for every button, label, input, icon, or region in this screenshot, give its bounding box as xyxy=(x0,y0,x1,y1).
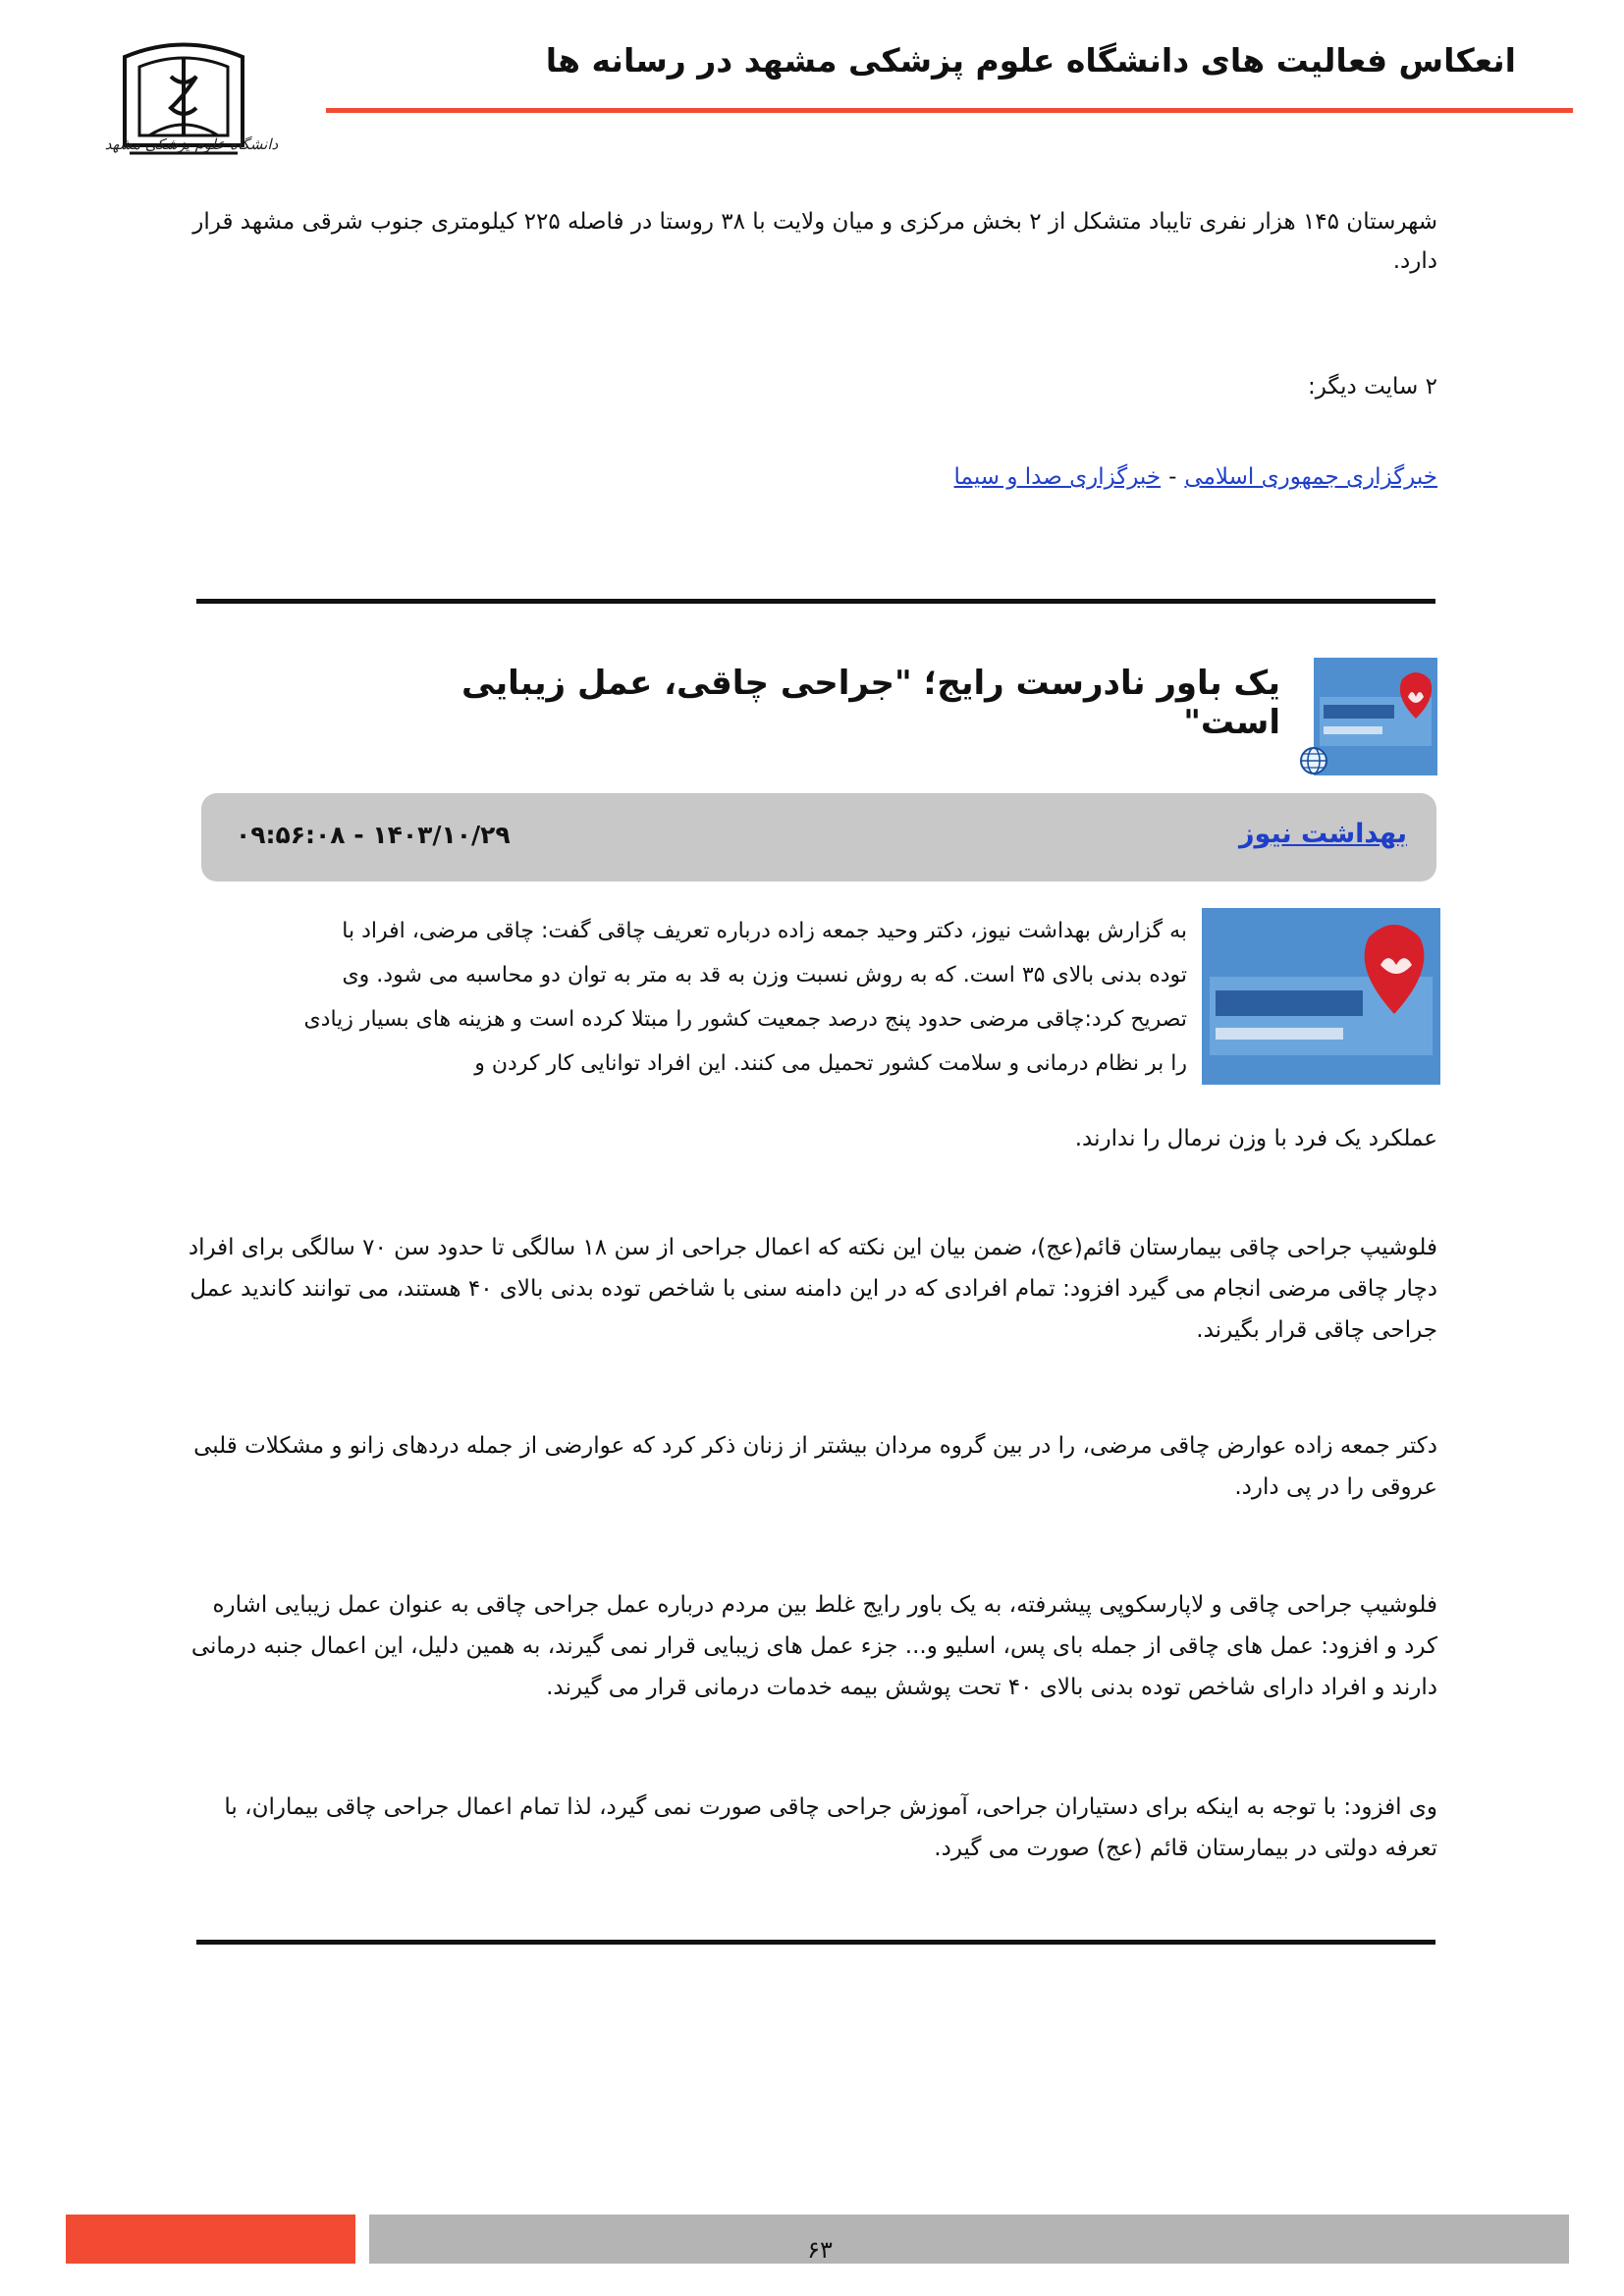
section-divider-top xyxy=(196,599,1435,604)
logo-caption: دانشگاه علوم پزشکی مشهد xyxy=(104,135,279,153)
footer-accent-bar xyxy=(66,2215,355,2264)
other-sites-label: ۲ سایت دیگر: xyxy=(1307,374,1437,400)
article-paragraph-2: فلوشیپ جراحی چاقی بیمارستان قائم(عج)، ضمن بیان این نکته که اعمال جراحی از سن ۱۸ سالگی تا حدود سن ۷۰ سالگی برای افراد دچار چاقی مرضی انجام می گیرد افزود: تمام افرادی که در این دامنه سنی با شاخص توده بدنی بالای ۴۰ هستند، می توانند کاندید عمل جراحی چاقی قرار بگیرند. xyxy=(188,1235,1437,1343)
other-sites-links xyxy=(181,457,1437,497)
article-paragraph-1: به گزارش بهداشت نیوز، دکتر وحید جمعه زاده درباره تعریف چاقی گفت: چاقی مرضی، افراد با توده بدنی بالای ۳۵ است. که به روش نسبت وزن به قد به متر به توان دو محاسبه می شود. وی تصریح کرد:چاقی مرضی حدود پنج درصد جمعیت کشور را مبتلا کرده است و هزینه های بسیار زیادی را بر نظام درمانی و سلامت کشور تحمیل می کنند. این افراد توانایی کار کردن و xyxy=(303,919,1187,1076)
page-number: ۶۳ xyxy=(807,2236,833,2264)
source-link[interactable]: بهداشت نیوز xyxy=(1239,819,1407,849)
article-info-bar xyxy=(201,793,1436,881)
article-datetime: ۰۹:۵۶:۰۸ - ۱۴۰۳/۱۰/۲۹ xyxy=(236,821,511,849)
link-iribnews[interactable]: خبرگزاری صدا و سیما xyxy=(953,464,1162,490)
header-divider xyxy=(326,108,1573,113)
article-paragraph-5: وی افزود: با توجه به اینکه برای دستیاران جراحی، آموزش جراحی چاقی صورت نمی گیرد، لذا تمام اعمال جراحی چاقی بیماران، با تعرفه دولتی در بیمارستان قائم (عج) صورت می گیرد. xyxy=(224,1794,1437,1861)
globe-icon[interactable] xyxy=(1299,746,1328,775)
article-title: یک باور نادرست رایج؛ "جراحی چاقی، عمل زیبایی است" xyxy=(460,664,1280,742)
section-divider-bottom xyxy=(196,1940,1435,1945)
source-thumbnail xyxy=(1314,658,1437,775)
article-paragraph-1-end: عملکرد یک فرد با وزن نرمال را ندارند. xyxy=(1074,1126,1437,1151)
article-paragraph-3: دکتر جمعه زاده عوارض چاقی مرضی، را در بین گروه مردان بیشتر از زنان ذکر کرد که عوارضی از جمله دردهای زانو و مشکلات قلبی عروقی را در پی دارد. xyxy=(193,1433,1437,1500)
article-paragraph-4: فلوشیپ جراحی چاقی و لاپارسکوپی پیشرفته، به یک باور رایج غلط بین مردم درباره عمل جراحی چاقی به عنوان عمل زیبایی اشاره کرد و افزود: عمل های چاقی از جمله بای پس، اسلیو و... جزء عمل های زیبایی قرار نمی گیرند، به همین دلیل، این اعمال جنبه درمانی دارند و افراد دارای شاخص توده بدنی بالای ۴۰ تحت پوشش بیمه خدمات درمانی قرار می گیرند. xyxy=(190,1592,1437,1700)
article-image xyxy=(1202,908,1440,1085)
page-header-title: انعکاس فعالیت های دانشگاه علوم پزشکی مشهد در رسانه ها xyxy=(545,41,1516,80)
link-separator: - xyxy=(1168,464,1177,490)
footer-bar xyxy=(369,2215,1569,2264)
intro-paragraph: شهرستان ۱۴۵ هزار نفری تایباد متشکل از ۲ بخش مرکزی و میان ولایت با ۳۸ روستا در فاصله ۲۲۵ کیلومتری جنوب شرقی مشهد قرار دارد. xyxy=(192,209,1437,274)
link-irna[interactable]: خبرگزاری جمهوری اسلامی xyxy=(1184,464,1437,490)
